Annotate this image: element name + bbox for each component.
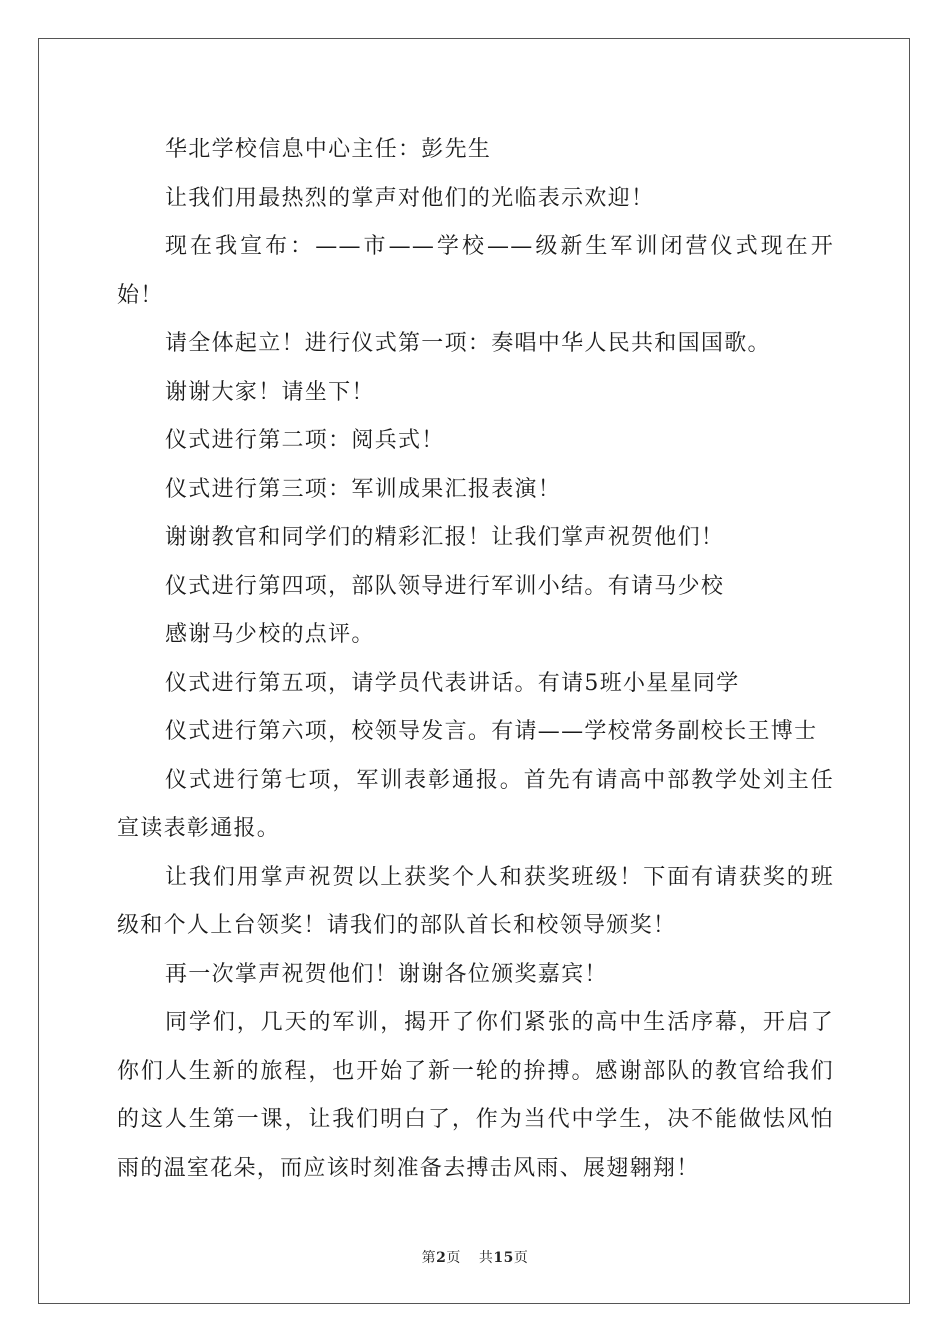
paragraph: 华北学校信息中心主任：彭先生 — [165, 137, 492, 162]
total-suffix: 页 — [513, 1250, 529, 1266]
page-prefix: 第 — [421, 1250, 437, 1266]
page-suffix: 页 — [446, 1250, 461, 1266]
paragraph: 请全体起立！进行仪式第一项：奏唱中华人民共和国国歌。 — [165, 331, 771, 356]
paragraph: 仪式进行第六项，校领导发言。有请——学校常务副校长王博士 — [165, 719, 818, 744]
paragraph: 仪式进行第五项，请学员代表讲话。有请5班小星星同学 — [165, 670, 740, 696]
page-number: 2 — [436, 1250, 447, 1266]
total-prefix: 共 — [478, 1250, 494, 1266]
paragraph: 仪式进行第四项，部队领导进行军训小结。有请马少校 — [165, 573, 725, 599]
paragraph: 再一次掌声祝贺他们！谢谢各位颁奖嘉宾！ — [165, 961, 608, 987]
paragraph: 感谢马少校的点评。 — [165, 622, 375, 647]
total-pages: 15 — [493, 1250, 514, 1266]
paragraph: 仪式进行第七项，军训表彰通报。首先有请高中部教学处刘主任宣读表彰通报。 — [117, 767, 834, 841]
page-footer — [0, 1247, 950, 1267]
document-body — [117, 126, 834, 1193]
paragraph: 谢谢大家！请坐下！ — [165, 379, 375, 405]
paragraph: 同学们，几天的军训，揭开了你们紧张的高中生活序幕，开启了你们人生新的旅程，也开始了新一轮的拚搏。感谢部队的教官给我们的这人生第一课，让我们明白了，作为当代中学生，决不能做怯风怕雨的温室花朵，而应该时刻准备去搏击风雨、展翅翱翔！ — [117, 1010, 834, 1181]
paragraph: 仪式进行第二项：阅兵式！ — [165, 428, 445, 453]
paragraph: 现在我宣布：——市——学校——级新生军训闭营仪式现在开始！ — [117, 234, 834, 308]
paragraph: 让我们用掌声祝贺以上获奖个人和获奖班级！下面有请获奖的班级和个人上台领奖！请我们的部队首长和校领导颁奖！ — [117, 864, 834, 938]
paragraph: 谢谢教官和同学们的精彩汇报！让我们掌声祝贺他们！ — [165, 525, 725, 550]
paragraph: 让我们用最热烈的掌声对他们的光临表示欢迎！ — [165, 185, 655, 211]
paragraph: 仪式进行第三项：军训成果汇报表演！ — [165, 476, 562, 502]
